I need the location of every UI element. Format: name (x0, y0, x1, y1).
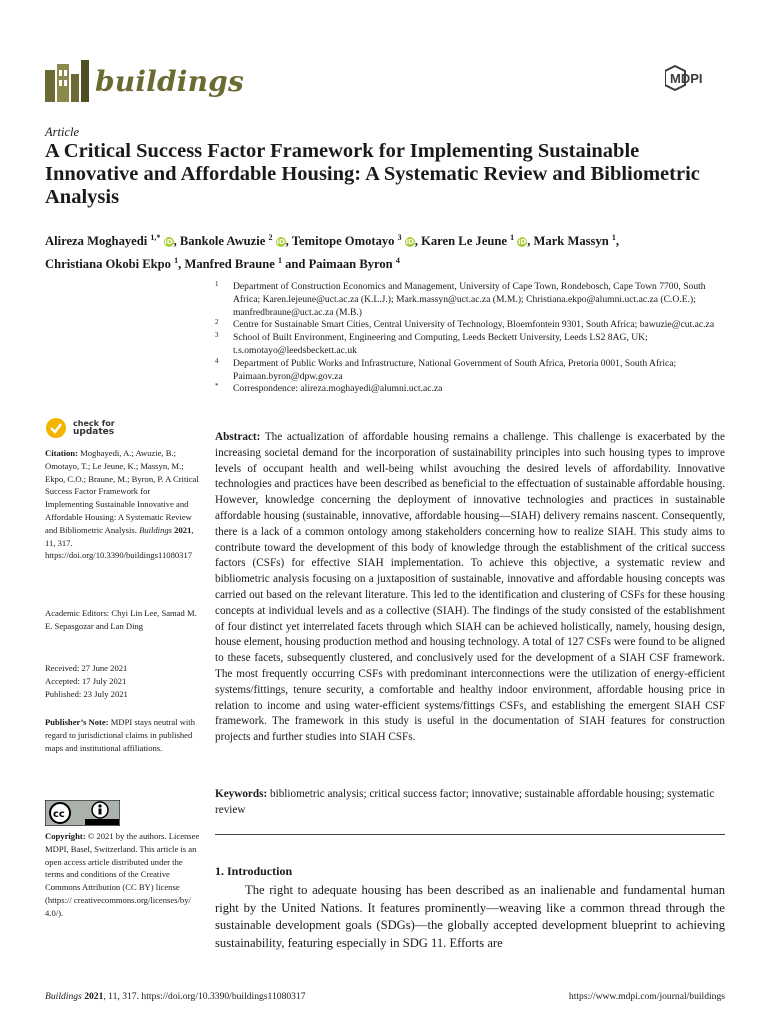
buildings-logo-icon (45, 60, 89, 102)
affiliation-number: 3 (215, 331, 219, 340)
affiliation-number: 4 (215, 356, 219, 365)
keywords (215, 787, 725, 819)
author-name[interactable]: Manfred Braune (184, 257, 275, 272)
academic-editors: Academic Editors: Chyi Lin Lee, Samad M. E. Sepasgozar and Lan Ding (45, 608, 197, 631)
section-heading-introduction: 1. Introduction (215, 864, 293, 878)
correspondence-text[interactable]: Correspondence: alireza.moghayedi@alumni.uct.ac.za (233, 383, 443, 395)
author-affil-sup: 1,* (150, 233, 161, 242)
footer-citation (45, 991, 306, 1002)
affiliation-item (215, 281, 725, 319)
citation-text: Moghayedi, A.; Awuzie, B.; Omotayo, T.; Le Jeune, K.; Massyn, M.; Ekpo, C.O.; Braune, M.; Byron, P. A Critical Success Factor Framework for Implementing Sustainable Innovative and Affordable Housing: A Systematic Review and Bibliometric Analysis. (45, 448, 199, 535)
affiliation-item (215, 332, 725, 358)
affiliations (215, 281, 725, 396)
mdpi-logo-icon (665, 64, 725, 92)
published-date: Published: 23 July 2021 (45, 688, 128, 699)
correspondence (215, 383, 725, 396)
dates-block (45, 662, 200, 700)
affiliation-text: Department of Construction Economics and Management, University of Cape Town, Rondebosch, Cape Town 7700, South Africa; Karen.lejeune@uct.ac.za (K.L.J.); Mark.massyn@uct.ac.za (M.M.); Christiana.ekpo@alumni.uct.ac.za (C.O.E.); manfredbraune@uct.ac.za (M.B.) (233, 281, 706, 318)
accepted-date: Accepted: 17 July 2021 (45, 675, 127, 686)
citation-doi[interactable]: , 11, 317. https://doi.org/10.3390/buildings11080317 (45, 524, 194, 561)
affiliation-number: 1 (215, 280, 219, 288)
abstract-text: The actualization of affordable housing remains a challenge. This challenge is exacerbated by the increasing societal demand for the incorporation of sustainability principles into such housing types to improve levels of occupant health and well-being whilst avouching the desired levels of affordability. Innovative technologies and practices have been described as beneficial to the effectuation of sustainable affordable housing. However, knowledge concerning the deployment of innovative technologies and practices in sustainable affordable housing (sustainable, innovative, affordable housing—SIAH) delivery remains nascent. Consequently, there is a lack of a common ontology among stakeholders concerning how to realize SIAH. This study aims to contribute toward the development of this body of knowledge through the establishment of the critical success factors (CSFs) for effective SIAH implementation. To achieve this objective, a systematic review and bibliometric analysis focusing on a juxtaposition of sustainable, innovative and affordable housing concepts was carried out based on the relevant literature. This led to the identification and clustering of CSFs for these housing concepts at individual levels and as a collective (SIAH). The findings of the study consisted of the establishment of four distinct yet interrelated facets through which SIAH can be achieved holistically, namely, housing design, house element, housing production method and housing technology. A total of 127 CSFs were found to be aligned to these facets, subsequently clustered, and conclusively used for the development of a SIAH CSF framework. The most frequently occurring CSFs with predominant interconnections were the utilization of energy-efficient systems/fittings, tenure security, a comfortable and healthy indoor environment, affordable housing price in relation to income and using water-efficient systems/fittings CSFs, and establishing the emergent SIAH CSF framework. The framework in this study is useful in the documentation of SIAH features for construction projects and further studies into SIAH CSFs. (215, 431, 725, 744)
section-divider (215, 834, 725, 835)
footer-doi[interactable]: , 11, 317. https://doi.org/10.3390/buildings11080317 (103, 991, 306, 1002)
orcid-icon[interactable]: iD (164, 238, 173, 247)
author-conjunction: and (285, 257, 306, 272)
footer-year: 2021 (84, 991, 104, 1002)
citation-block (45, 447, 200, 562)
affiliation-number: 2 (215, 318, 219, 327)
affiliation-text: Centre for Sustainable Smart Cities, Central University of Technology, Bloemfontein 9301, South Africa; bawuzie@cut.ac.za (233, 319, 715, 331)
author-name[interactable]: Alireza Moghayedi (45, 234, 148, 249)
author-name[interactable]: Mark Massyn (533, 234, 609, 249)
check-updates-label (73, 419, 115, 437)
affiliation-item (215, 358, 725, 384)
author-affil-sup: 1 (510, 233, 515, 242)
citation-year: 2021 (174, 524, 192, 535)
copyright-label: Copyright: (45, 831, 86, 841)
article-type: Article (45, 125, 80, 139)
citation-label: Citation: (45, 448, 78, 458)
author-list (45, 228, 725, 274)
journal-logo (45, 57, 265, 105)
svg-text:cc: cc (53, 809, 65, 820)
affiliation-text: Department of Public Works and Infrastructure, National Government of South Africa, Pretoria 0001, South Africa; Paimaan.byron@dpw.gov.za (233, 357, 677, 382)
abstract-label: Abstract: (215, 431, 261, 443)
orcid-icon[interactable]: iD (518, 238, 527, 247)
footer-journal: Buildings (45, 991, 82, 1002)
check-for-updates-button[interactable] (45, 413, 135, 443)
author-line-1: Alireza Moghayedi $^{1,*}$ iD, Bankole Awuzie $^2$ iD, Temitope Omotayo $^3$ iD, Karen Le Jeune $^1$ iD, Mark Massyn $^1$, (45, 233, 620, 249)
author-line-2: Christiana Okobi Ekpo $^1$, Manfred Braune $^1$ and Paimaan Byron $^4$ (45, 256, 400, 272)
author-affil-sup: 1 (174, 256, 179, 266)
check-updates-icon (45, 417, 67, 439)
footer-journal-url[interactable]: https://www.mdpi.com/journal/buildings (568, 991, 725, 1002)
author-affil-sup: 2 (268, 233, 273, 242)
svg-text:MDPI: MDPI (670, 71, 703, 86)
author-name[interactable]: Christiana Okobi Ekpo (45, 257, 171, 272)
author-name[interactable]: Bankole Awuzie (179, 234, 266, 249)
copyright-text: © 2021 by the authors. Licensee MDPI, Basel, Switzerland. This article is an open access article distributed under the terms and conditions of the Creative Commons Attribution (CC BY) license (https:// creativecommons.org/licenses/by/ 4.0/). (45, 831, 200, 918)
received-date: Received: 27 June 2021 (45, 663, 128, 673)
abstract (215, 430, 725, 746)
author-affil-sup: 3 (397, 233, 402, 242)
publishers-note (45, 716, 200, 754)
orcid-icon[interactable]: iD (276, 238, 285, 247)
check-updates-line-2: updates (73, 427, 115, 437)
introduction-paragraph: The right to adequate housing has been described as an inalienable and fundamental human right by the United Nations. It features prominently—weaving like a common thread through the sustainable development goals (SDGs)—the globally accepted development blueprint to achieving sustainability, featuring especially in SDG 11. Efforts are (215, 883, 725, 950)
affiliation-item (215, 319, 725, 332)
keywords-text: bibliometric analysis; critical success factor; innovative; sustainable affordable housing; systematic review (215, 788, 715, 816)
orcid-icon[interactable]: iD (405, 238, 414, 247)
copyright-block (45, 830, 200, 920)
publishers-note-text: MDPI stays neutral with regard to jurisdictional claims in published maps and institutional affiliations. (45, 717, 195, 753)
author-affil-sup: 4 (395, 256, 400, 266)
author-affil-sup: 1 (277, 256, 282, 266)
check-updates-line-1: check for (73, 419, 115, 428)
author-name[interactable]: Temitope Omotayo (291, 234, 395, 249)
article-title: A Critical Success Factor Framework for Implementing Sustainable Innovative and Affordable Housing: A Systematic Review and Bibliometric Analysis (45, 140, 700, 208)
journal-name: buildings (95, 64, 244, 98)
author-name[interactable]: Paimaan Byron (308, 257, 393, 272)
cc-by-license-badge[interactable] (45, 800, 120, 826)
affiliation-text: School of Built Environment, Engineering and Computing, Leeds Beckett University, Leeds LS2 8AG, UK; t.s.omotayo@leedsbeckett.ac.uk (233, 332, 648, 356)
citation-journal: Buildings (139, 524, 173, 535)
author-affil-sup: 1 (611, 233, 616, 242)
keywords-label: Keywords: (215, 788, 268, 800)
cc-by-icon (45, 800, 120, 826)
publishers-note-label: Publisher’s Note: (45, 717, 109, 727)
author-name[interactable]: Karen Le Jeune (421, 234, 507, 249)
mdpi-logo (665, 64, 725, 92)
affiliation-number: * (215, 382, 219, 391)
